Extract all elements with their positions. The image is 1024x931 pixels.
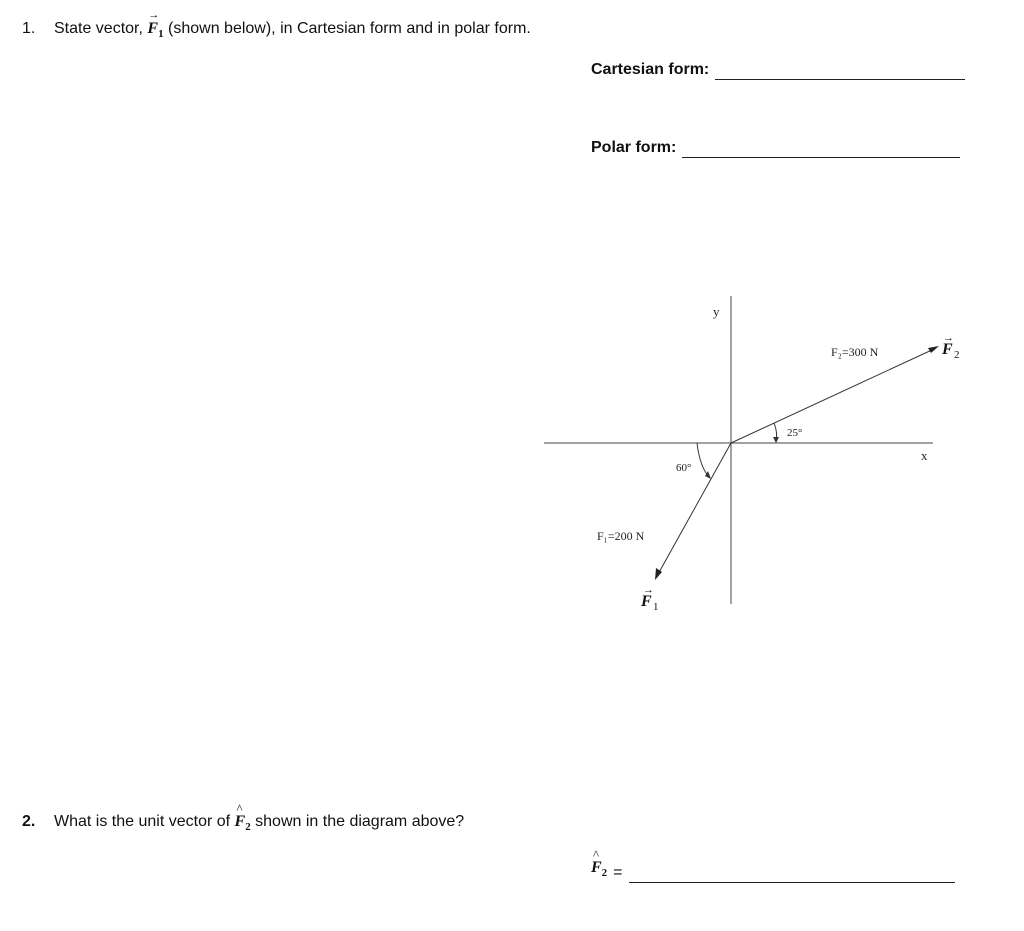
question-1-number: 1. xyxy=(22,20,36,37)
cartesian-form-label: Cartesian form: xyxy=(591,61,710,78)
svg-text:→: → xyxy=(643,584,654,596)
svg-text:→: → xyxy=(943,332,954,344)
answer-unit-vector-symbol: ^ $F_2$ xyxy=(591,847,608,880)
svg-text:1: 1 xyxy=(653,601,659,613)
unit-vector-answer-blank[interactable] xyxy=(629,866,955,883)
question-1-text-before: State vector, xyxy=(54,20,143,37)
answer-equals: = xyxy=(613,864,623,882)
polar-form-label: Polar form: xyxy=(591,139,677,156)
f2-angle-arrowtip xyxy=(773,437,779,443)
f1-vector-symbol: → $F_1$ xyxy=(147,9,164,41)
question-2-text-after: shown in the diagram above? xyxy=(255,813,465,830)
f2-vector-symbol xyxy=(941,332,960,361)
f1-vector-label xyxy=(640,584,659,613)
y-axis-label: y xyxy=(713,304,720,319)
question-2-number: 2. xyxy=(22,813,36,830)
f2-magnitude-label: F₂=300 N xyxy=(831,345,879,359)
f2-unit-vector-symbol: ^ $F_2$ xyxy=(234,801,251,834)
unit-vector-answer-row xyxy=(591,847,955,883)
x-axis-label: x xyxy=(921,448,928,463)
svg-text:F: F xyxy=(641,593,652,610)
question-2-text-before: What is the unit vector of xyxy=(54,813,231,830)
svg-text:2: 2 xyxy=(954,349,960,361)
f2-angle-label: 25° xyxy=(787,427,803,439)
question-2 xyxy=(22,801,465,837)
svg-text:F: F xyxy=(942,341,953,358)
f1-angle-label: 60° xyxy=(676,462,692,474)
f1-magnitude-label: F₁=200 N xyxy=(597,529,645,543)
f1-vector-line xyxy=(657,443,731,576)
f2-vector-line xyxy=(731,349,934,443)
f2-arrowhead xyxy=(928,346,939,353)
question-1-text-after: (shown below), in Cartesian form and in polar form. xyxy=(168,20,531,37)
